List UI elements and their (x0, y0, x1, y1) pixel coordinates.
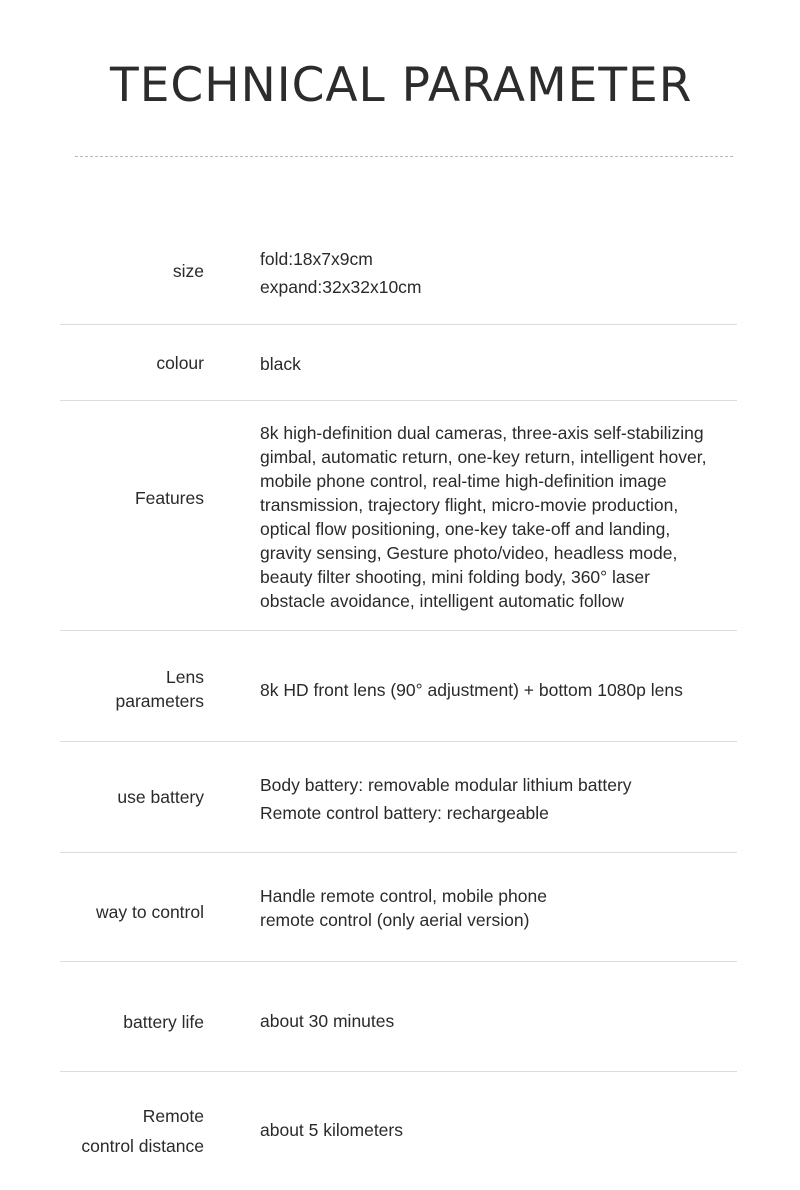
param-label: use battery (117, 787, 204, 807)
param-value (260, 245, 730, 301)
param-label (115, 665, 204, 713)
value-line: mobile phone control, real-time high-definition image (260, 471, 667, 491)
value-line: about 5 kilometers (260, 1120, 403, 1140)
value-line: 8k HD front lens (90° adjustment) + bottom 1080p lens (260, 680, 683, 700)
value-line: gravity sensing, Gesture photo/video, headless mode, (260, 543, 678, 563)
param-row-lens (60, 630, 737, 742)
param-row-features (60, 400, 737, 631)
value-line: remote control (only aerial version) (260, 910, 530, 930)
param-row-size (60, 228, 737, 325)
param-value (260, 352, 730, 376)
param-value (260, 1009, 730, 1033)
label-line: Lens (166, 667, 204, 687)
value-line: fold:18x7x9cm (260, 249, 373, 269)
value-line: about 30 minutes (260, 1011, 395, 1031)
value-line: transmission, trajectory flight, micro-movie production, (260, 495, 679, 515)
label-line: parameters (115, 691, 204, 711)
param-value (260, 771, 730, 827)
value-line: black (260, 354, 301, 374)
param-value (260, 421, 730, 613)
value-line: optical flow positioning, one-key take-off and landing, (260, 519, 671, 539)
value-line: gimbal, automatic return, one-key return, intelligent hover, (260, 447, 707, 467)
param-label: way to control (96, 902, 204, 922)
value-line: Handle remote control, mobile phone (260, 886, 547, 906)
label-line: control distance (81, 1136, 204, 1156)
param-value (260, 1118, 730, 1142)
param-row-colour (60, 324, 737, 401)
value-line: beauty filter shooting, mini folding body, 360° laser (260, 567, 650, 587)
value-line: obstacle avoidance, intelligent automatic follow (260, 591, 624, 611)
dashed-divider (75, 156, 733, 157)
value-line: 8k high-definition dual cameras, three-axis self-stabilizing (260, 423, 704, 443)
value-line: expand:32x32x10cm (260, 277, 422, 297)
param-value (260, 678, 730, 702)
param-label (81, 1101, 204, 1161)
param-row-battery (60, 741, 737, 853)
param-label: colour (156, 353, 204, 373)
param-row-battery-life (60, 961, 737, 1072)
value-line: Remote control battery: rechargeable (260, 803, 549, 823)
param-label: size (172, 261, 204, 281)
label-line: Remote (142, 1106, 204, 1126)
param-row-control (60, 852, 737, 962)
value-line: Body battery: removable modular lithium battery (260, 775, 632, 795)
param-label: battery life (123, 1012, 204, 1032)
page-title: TECHNICAL PARAMETER (110, 58, 693, 113)
param-label: Features (134, 488, 204, 508)
param-value (260, 884, 730, 932)
param-row-remote-distance (60, 1071, 737, 1190)
